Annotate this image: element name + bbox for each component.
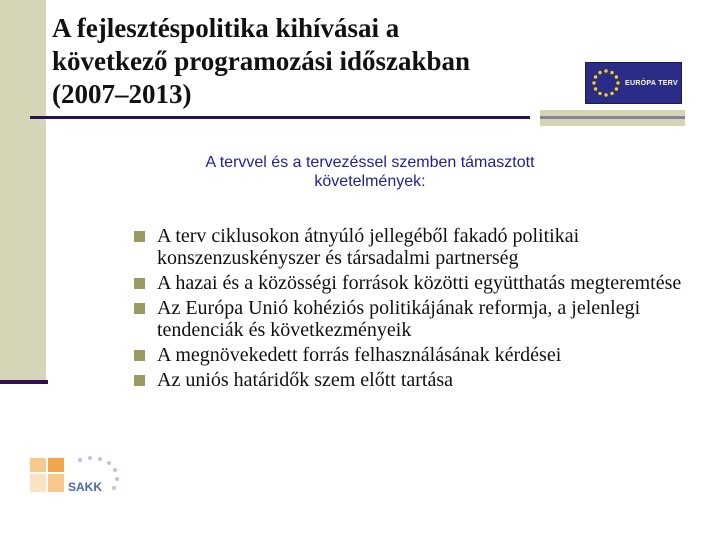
bullet-text: A terv ciklusokon átnyúló jellegéből fakadó politikai konszenzuskényszer és társadalmi partnerség [157, 225, 580, 269]
left-accent-line [0, 380, 48, 384]
europa-terv-logo-text: EURÓPA TERV [625, 79, 678, 87]
sakk-logo-text: SAKK [68, 480, 103, 494]
bullet-text: A megnövekedett forrás felhasználásának kérdései [157, 344, 562, 366]
title-divider [30, 116, 530, 119]
slide-subtitle: A tervvel és a tervezéssel szemben támasztott követelmények: [205, 154, 535, 190]
square-bullet-icon [134, 375, 145, 386]
title-divider-accent-line [540, 116, 685, 119]
sakk-logo [28, 454, 126, 496]
square-bullet-icon [134, 303, 145, 314]
bullet-text: A hazai és a közösségi források közötti együtthatás megteremtése [157, 272, 682, 294]
slide-title: A fejlesztéspolitika kihívásai a következő programozási időszakban (2007–2013) [52, 13, 471, 109]
left-accent-bar [0, 0, 46, 383]
bullet-item [130, 225, 690, 269]
bullet-item [130, 272, 690, 294]
bullet-text: Az Európa Unió kohéziós politikájának reformja, a jelenlegi tendenciák és következményeik [157, 297, 641, 341]
square-bullet-icon [134, 278, 145, 289]
bullet-item [130, 297, 690, 341]
eu-stars-icon [589, 66, 623, 100]
square-bullet-icon [134, 231, 145, 242]
square-bullet-icon [134, 350, 145, 361]
europa-terv-logo [585, 62, 682, 104]
bullet-text: Az uniós határidők szem előtt tartása [157, 369, 454, 391]
bullet-list [130, 225, 690, 394]
bullet-item [130, 344, 690, 366]
bullet-item [130, 369, 690, 391]
